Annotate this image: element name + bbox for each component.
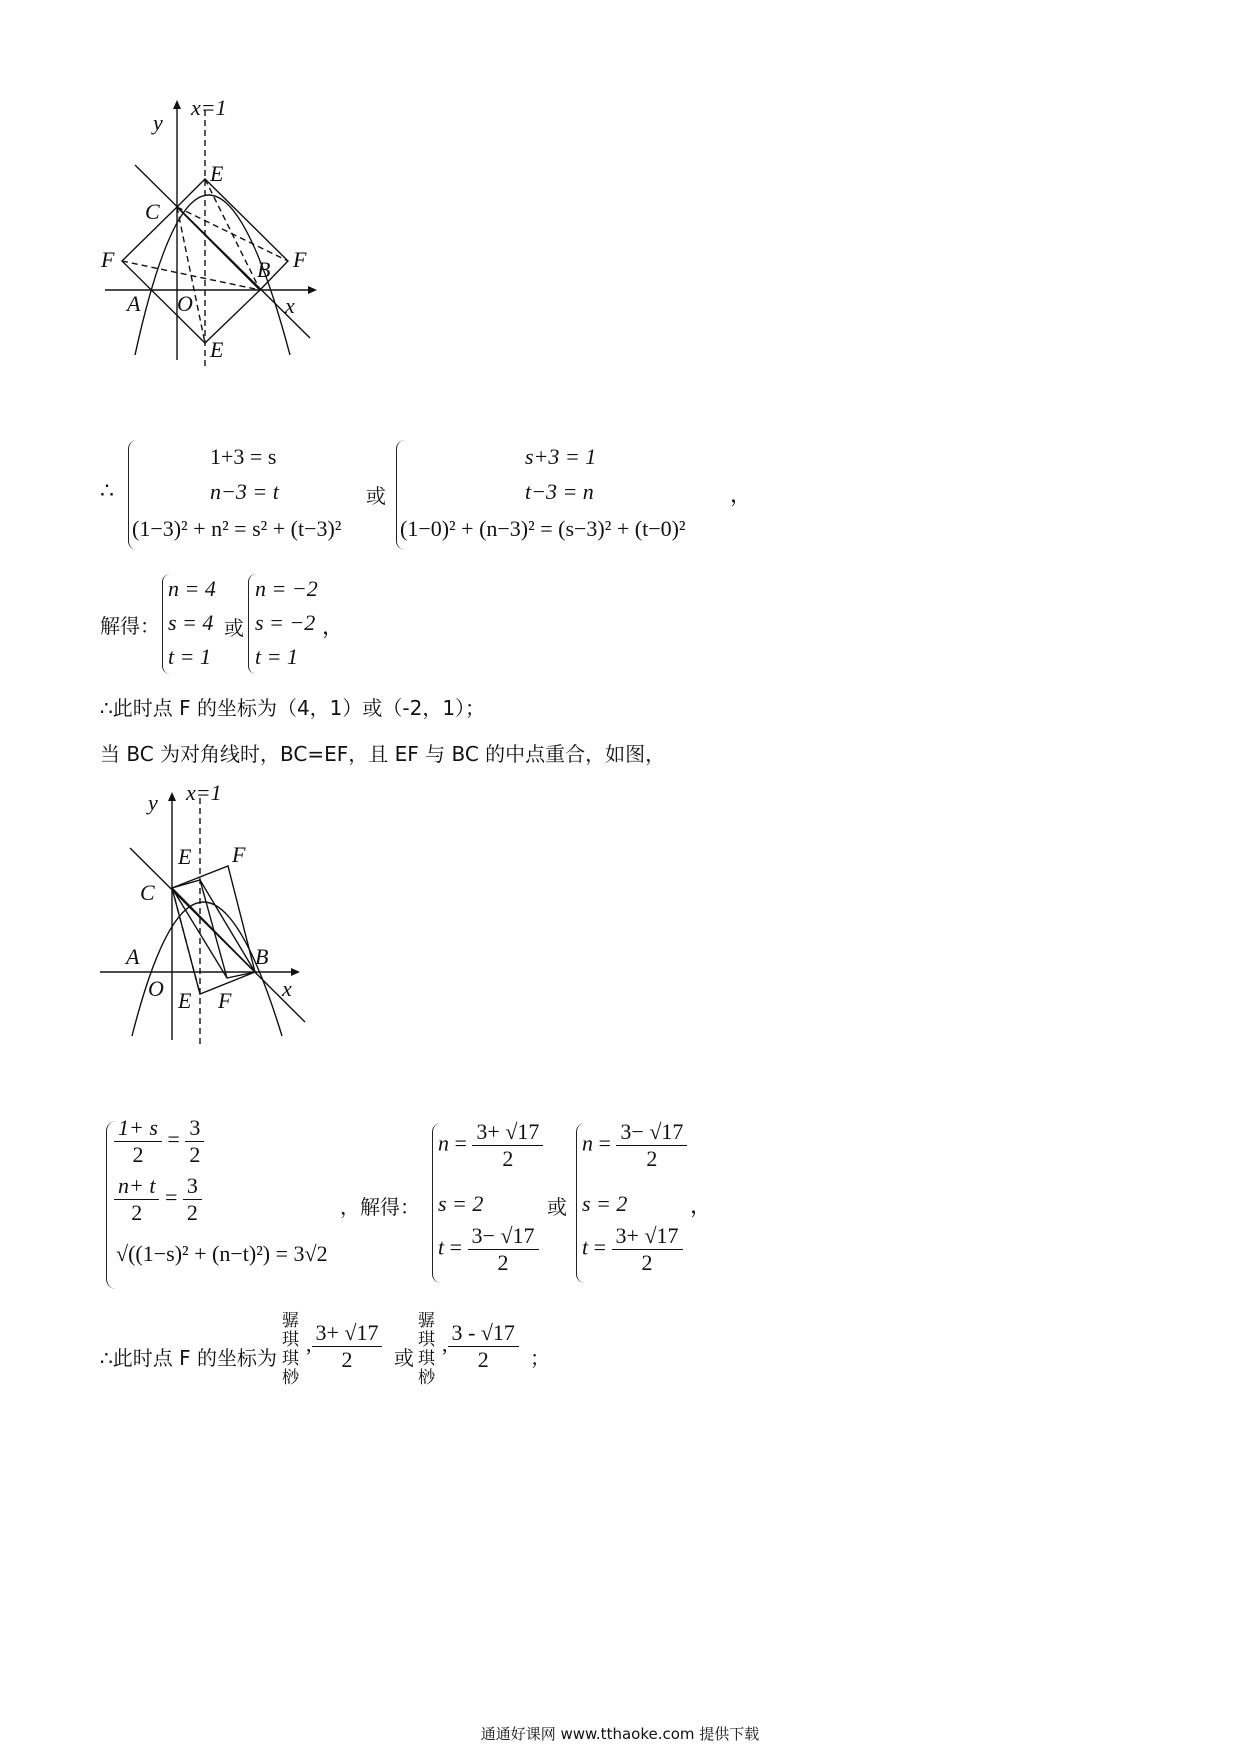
sys1-right-eq3: (1−0)² + (n−3)² = (s−3)² + (t−0)² bbox=[400, 516, 686, 541]
system-1 bbox=[100, 436, 860, 556]
sys1-comma: ， bbox=[730, 482, 753, 507]
solve-label-2: ，解得： bbox=[340, 1195, 420, 1219]
solve1-a-s: s = 4 bbox=[168, 610, 214, 635]
label-c: C bbox=[140, 880, 155, 905]
figure-2 bbox=[90, 778, 330, 1048]
sys2-eq1-rhs-num: 3 bbox=[185, 1115, 204, 1142]
sol-a-t-num: 3− √17 bbox=[468, 1223, 539, 1250]
solve1-b-s: s = −2 bbox=[255, 610, 316, 635]
sol-a-n-den: 2 bbox=[502, 1146, 514, 1171]
label-x: x bbox=[282, 976, 292, 1001]
sol-b-t: t = $\frac{3+ √17}{2}$ bbox=[582, 1223, 683, 1276]
sys2-comma: ， bbox=[690, 1193, 713, 1218]
label-f-right: F bbox=[293, 247, 307, 272]
label-e-bottom: E bbox=[178, 988, 192, 1013]
sol-a-s: s = 2 bbox=[438, 1191, 484, 1216]
label-o: O bbox=[148, 976, 164, 1001]
sol-a-n: n = $\frac{3+ √17}{2}$ bbox=[438, 1119, 543, 1172]
label-b: B bbox=[257, 257, 271, 282]
label-x1: x=1 bbox=[186, 780, 222, 805]
sys2-eq1-rhs-den: 2 bbox=[189, 1142, 201, 1167]
solve1-suffix: ， bbox=[322, 614, 345, 639]
sys1-right-eq2: t−3 = n bbox=[525, 479, 594, 504]
sys2-eq3: √((1−s)² + (n−t)²) = 3√2 bbox=[116, 1241, 328, 1266]
sys2-eq1: $\frac{1+ s}{2}$ = $\frac{3}{2}$ bbox=[114, 1115, 204, 1168]
label-e-top: E bbox=[210, 161, 224, 186]
sol-b-n-num: 3− √17 bbox=[616, 1119, 687, 1146]
label-b: B bbox=[255, 944, 269, 969]
sys2-eq2-num: n+ t bbox=[114, 1173, 159, 1200]
result-1: ∴此时点 F 的坐标为（4，1）或（-2，1）； bbox=[100, 696, 486, 720]
solve1-b-t: t = 1 bbox=[255, 644, 298, 669]
sol-a-t: t = $\frac{3- √17}{2}$ bbox=[438, 1223, 539, 1276]
solve1-a-n: n = 4 bbox=[168, 576, 216, 601]
line-cb bbox=[135, 165, 310, 338]
coord2-den: 2 bbox=[477, 1347, 489, 1372]
solve-1 bbox=[100, 572, 500, 682]
or-text-3: 或 bbox=[547, 1195, 567, 1219]
sol-b-t-num: 3+ √17 bbox=[612, 1223, 683, 1250]
solve-prefix: 解得： bbox=[100, 614, 160, 638]
sys1-left-eq3: (1−3)² + n² = s² + (t−3)² bbox=[132, 516, 342, 541]
sol-a-n-num: 3+ √17 bbox=[472, 1119, 543, 1146]
coord1-den: 2 bbox=[341, 1347, 353, 1372]
label-x1: x=1 bbox=[191, 95, 227, 120]
therefore-symbol: ∴ bbox=[100, 478, 114, 503]
case2-intro: 当 BC 为对角线时，BC=EF，且 EF 与 BC 的中点重合，如图， bbox=[100, 742, 666, 766]
sol-b-n: n = $\frac{3- √17}{2}$ bbox=[582, 1119, 687, 1172]
parabola bbox=[132, 902, 282, 1036]
sys2-eq2-den: 2 bbox=[131, 1200, 143, 1225]
label-e-bottom: E bbox=[210, 337, 224, 362]
or-text-4: 或 bbox=[394, 1346, 414, 1370]
label-y: y bbox=[148, 790, 158, 815]
label-f-left: F bbox=[101, 247, 115, 272]
label-f-bottom: F bbox=[218, 988, 232, 1013]
coord2: , $\frac{3 - √17}{2}$ bbox=[442, 1320, 519, 1373]
sys1-left-eq2: n−3 = t bbox=[210, 479, 279, 504]
figure-1 bbox=[95, 95, 335, 395]
solve1-b-n: n = −2 bbox=[255, 576, 318, 601]
label-a: A bbox=[126, 944, 140, 969]
sol-b-n-den: 2 bbox=[646, 1146, 658, 1171]
label-o: O bbox=[177, 291, 193, 316]
sys2-eq1-den: 2 bbox=[132, 1142, 144, 1167]
label-c: C bbox=[145, 199, 160, 224]
or-text-1: 或 bbox=[366, 484, 386, 508]
sys2-eq1-num: 1+ s bbox=[114, 1115, 162, 1142]
label-x: x bbox=[285, 293, 295, 318]
sys2-eq2: $\frac{n+ t}{2}$ = $\frac{3}{2}$ bbox=[114, 1173, 202, 1226]
sys1-right-eq1: s+3 = 1 bbox=[525, 444, 597, 469]
coord1: , $\frac{3+ √17}{2}$ bbox=[306, 1320, 382, 1373]
result-2 bbox=[100, 1312, 700, 1402]
sol-a-t-den: 2 bbox=[497, 1250, 509, 1275]
garbled-bracket-1: 骣 琪 琪 桫 bbox=[282, 1311, 299, 1388]
system-2 bbox=[100, 1115, 820, 1295]
label-y: y bbox=[153, 110, 163, 135]
coord1-num: 3+ √17 bbox=[312, 1320, 383, 1347]
label-a: A bbox=[127, 291, 141, 316]
label-f-top: F bbox=[232, 842, 246, 867]
sys2-eq2-rhs-num: 3 bbox=[183, 1173, 202, 1200]
garbled-bracket-2: 骣 琪 琪 桫 bbox=[418, 1311, 435, 1388]
result2-suffix: ； bbox=[530, 1346, 550, 1370]
sys2-eq2-rhs-den: 2 bbox=[186, 1200, 198, 1225]
label-e-top: E bbox=[178, 844, 192, 869]
page-footer: 通通好课网 www.tthaoke.com 提供下载 bbox=[480, 1725, 760, 1743]
sys1-left-eq1: 1+3 = s bbox=[210, 444, 277, 469]
result2-prefix: ∴此时点 F 的坐标为 bbox=[100, 1346, 277, 1370]
coord2-num: 3 - √17 bbox=[448, 1320, 519, 1347]
solve1-a-t: t = 1 bbox=[168, 644, 211, 669]
sol-b-t-den: 2 bbox=[641, 1250, 653, 1275]
or-text-2: 或 bbox=[224, 616, 244, 640]
sol-b-s: s = 2 bbox=[582, 1191, 628, 1216]
